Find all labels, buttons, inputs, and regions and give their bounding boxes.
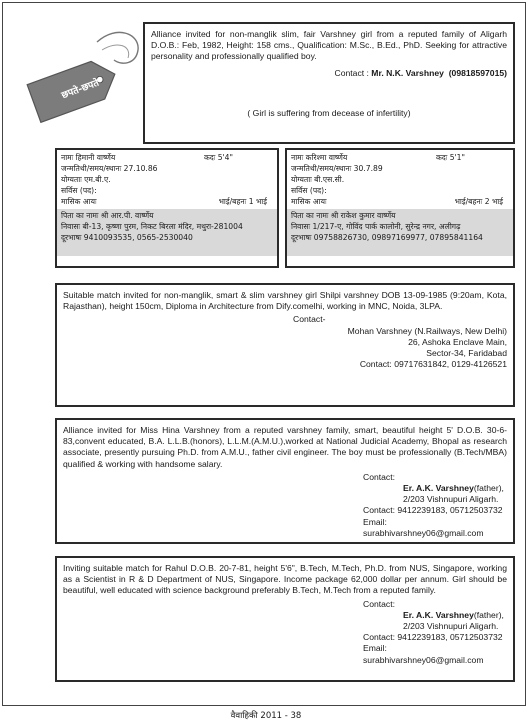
ad-3-text: Alliance invited for Miss Hina Varshney from a reputed varshney family, smart, beautiful height 5' D.O.B. 30-6-83,convent educated, B.A. L.L.B.(honors), L.L.M.(A.M.U.),worked at National Judicial Academy, Bhopal as research associate, presently pursuing Ph.D. from A.M.U., father civil engineer. The boy must be professionally (B.Tech/MBA) qualified & working with handsome salary. xyxy=(63,425,507,469)
bio-right-service: सर्विस (पद): xyxy=(291,186,327,195)
biodata-right xyxy=(285,148,515,268)
biodata-left xyxy=(55,148,279,268)
bio-left-qualification: योग्यताः एम.बी.ए. xyxy=(61,175,111,184)
ad-3-contact-label: Contact: xyxy=(363,471,396,482)
ad-4-contact-label: Contact: xyxy=(363,598,396,609)
ad-2-contact-label: Contact- xyxy=(293,314,326,325)
bio-left-phone: दूरभाषः 9410093535, 0565-2530040 xyxy=(61,233,193,242)
ad-box-2 xyxy=(55,283,515,407)
bio-left-birth: जन्मतिथी/समय/स्थानः 27.10.86 xyxy=(61,164,158,173)
ad-3-contact-name: Er. A.K. Varshney(father), xyxy=(403,483,504,494)
bio-right-siblings: भाई/बहनः 2 भाई xyxy=(454,197,503,206)
tag-label: छपते-छपते xyxy=(60,77,101,102)
ad-1-contact: Contact : Mr. N.K. Varshney (09818597015) xyxy=(334,67,507,78)
ad-2-line-4: Contact: 09717631842, 0129-4126521 xyxy=(359,359,507,370)
bio-left-siblings: भाई/बहनः 1 भाई xyxy=(218,197,267,206)
bio-left-name: नामः हिमानी वार्ष्णेय xyxy=(61,153,116,162)
ad-box-3 xyxy=(55,418,515,544)
bio-right-qualification: योग्यताः बी.एस.सी. xyxy=(291,175,345,184)
ad-2-line-1: Mohan Varshney (N.Railways, New Delhi) xyxy=(347,325,507,336)
ad-1-note: ( Girl is suffering from decease of infertility) xyxy=(247,108,411,118)
bio-left-income: मासिक आयः xyxy=(61,197,97,206)
bio-right-name: नामः करिश्मा वार्ष्णेय xyxy=(291,153,348,162)
ad-4-line-3: Email: surabhivarshney06@gmail.com xyxy=(363,643,484,665)
ad-box-1 xyxy=(143,22,515,144)
bio-left-service: सर्विस (पद): xyxy=(61,186,97,195)
bio-right-phone: दूरभाषः 09758826730, 09897169977, 07895841164 xyxy=(291,233,483,242)
ad-4-line-2: Contact: 9412239183, 05712503732 xyxy=(363,632,503,643)
bio-left-father: पिता का नामः श्री आर.पी. वार्ष्णेय xyxy=(61,211,154,220)
ad-4-line-1: 2/203 Vishnupuri Aligarh. xyxy=(403,621,499,632)
ad-2-text: Suitable match invited for non-manglik, smart & slim varshney girl Shilpi varshney DOB 13-09-1985 (9:20am, Kota, Rajasthan), height 150cm, Diploma in Architecture from Dify.comelhi, working in MNC, Noida, 3LPA. xyxy=(63,290,507,312)
bio-left-address: निवासः बी-13, कृष्णा पुरम, निकट बिरला मंदिर, मथुरा-281004 xyxy=(61,222,243,231)
tag-graphic xyxy=(22,30,144,130)
bio-right-address: निवासः 1/217-ए, गोविंद पार्क कालोनी, सुरेन्द्र नगर, अलीगढ़ xyxy=(291,222,461,231)
ad-box-4 xyxy=(55,556,515,682)
ad-2-line-2: 26, Ashoka Enclave Main, xyxy=(408,336,507,347)
bio-right-father: पिता का नामः श्री राकेश कुमार वार्ष्णेय xyxy=(291,211,396,220)
page-footer: वैवाहिकी 2011 - 38 xyxy=(230,711,302,721)
bio-right-birth: जन्मतिथी/समय/स्थानः 30.7.89 xyxy=(291,164,383,173)
bio-right-income: मासिक आयः xyxy=(291,197,327,206)
bio-right-height: कदः 5'1" xyxy=(435,153,465,162)
ad-3-line-3: Email: surabhivarshney06@gmail.com xyxy=(363,516,484,538)
ad-4-contact-name: Er. A.K. Varshney(father), xyxy=(403,609,504,620)
ad-1-text: Alliance invited for non-manglik slim, fair Varshney girl from a reputed family of Aligarh D.O.B.: Feb, 1982, Height: 158 cms., Qualification: M.Sc., B.Ed., PhD. Seeking for attractive personality and professionally qualified boy. xyxy=(151,29,507,62)
ad-2-line-3: Sector-34, Faridabad xyxy=(426,348,507,359)
ad-3-line-1: 2/203 Vishnupuri Aligarh. xyxy=(403,494,499,505)
ad-3-line-2: Contact: 9412239183, 05712503732 xyxy=(363,505,503,516)
ad-4-text: Inviting suitable match for Rahul D.O.B. 20-7-81, height 5'6", B.Tech, M.Tech, Ph.D. from NUS, Singapore, working as a Scientist in R & D Department of NUS, Singapore. Income package 62,000 dollar per annum. Girl should be beautiful, well educated with science background preferably B.Tech, M.Tech from a reputed family. xyxy=(63,563,507,596)
bio-left-height: कदः 5'4" xyxy=(203,153,233,162)
